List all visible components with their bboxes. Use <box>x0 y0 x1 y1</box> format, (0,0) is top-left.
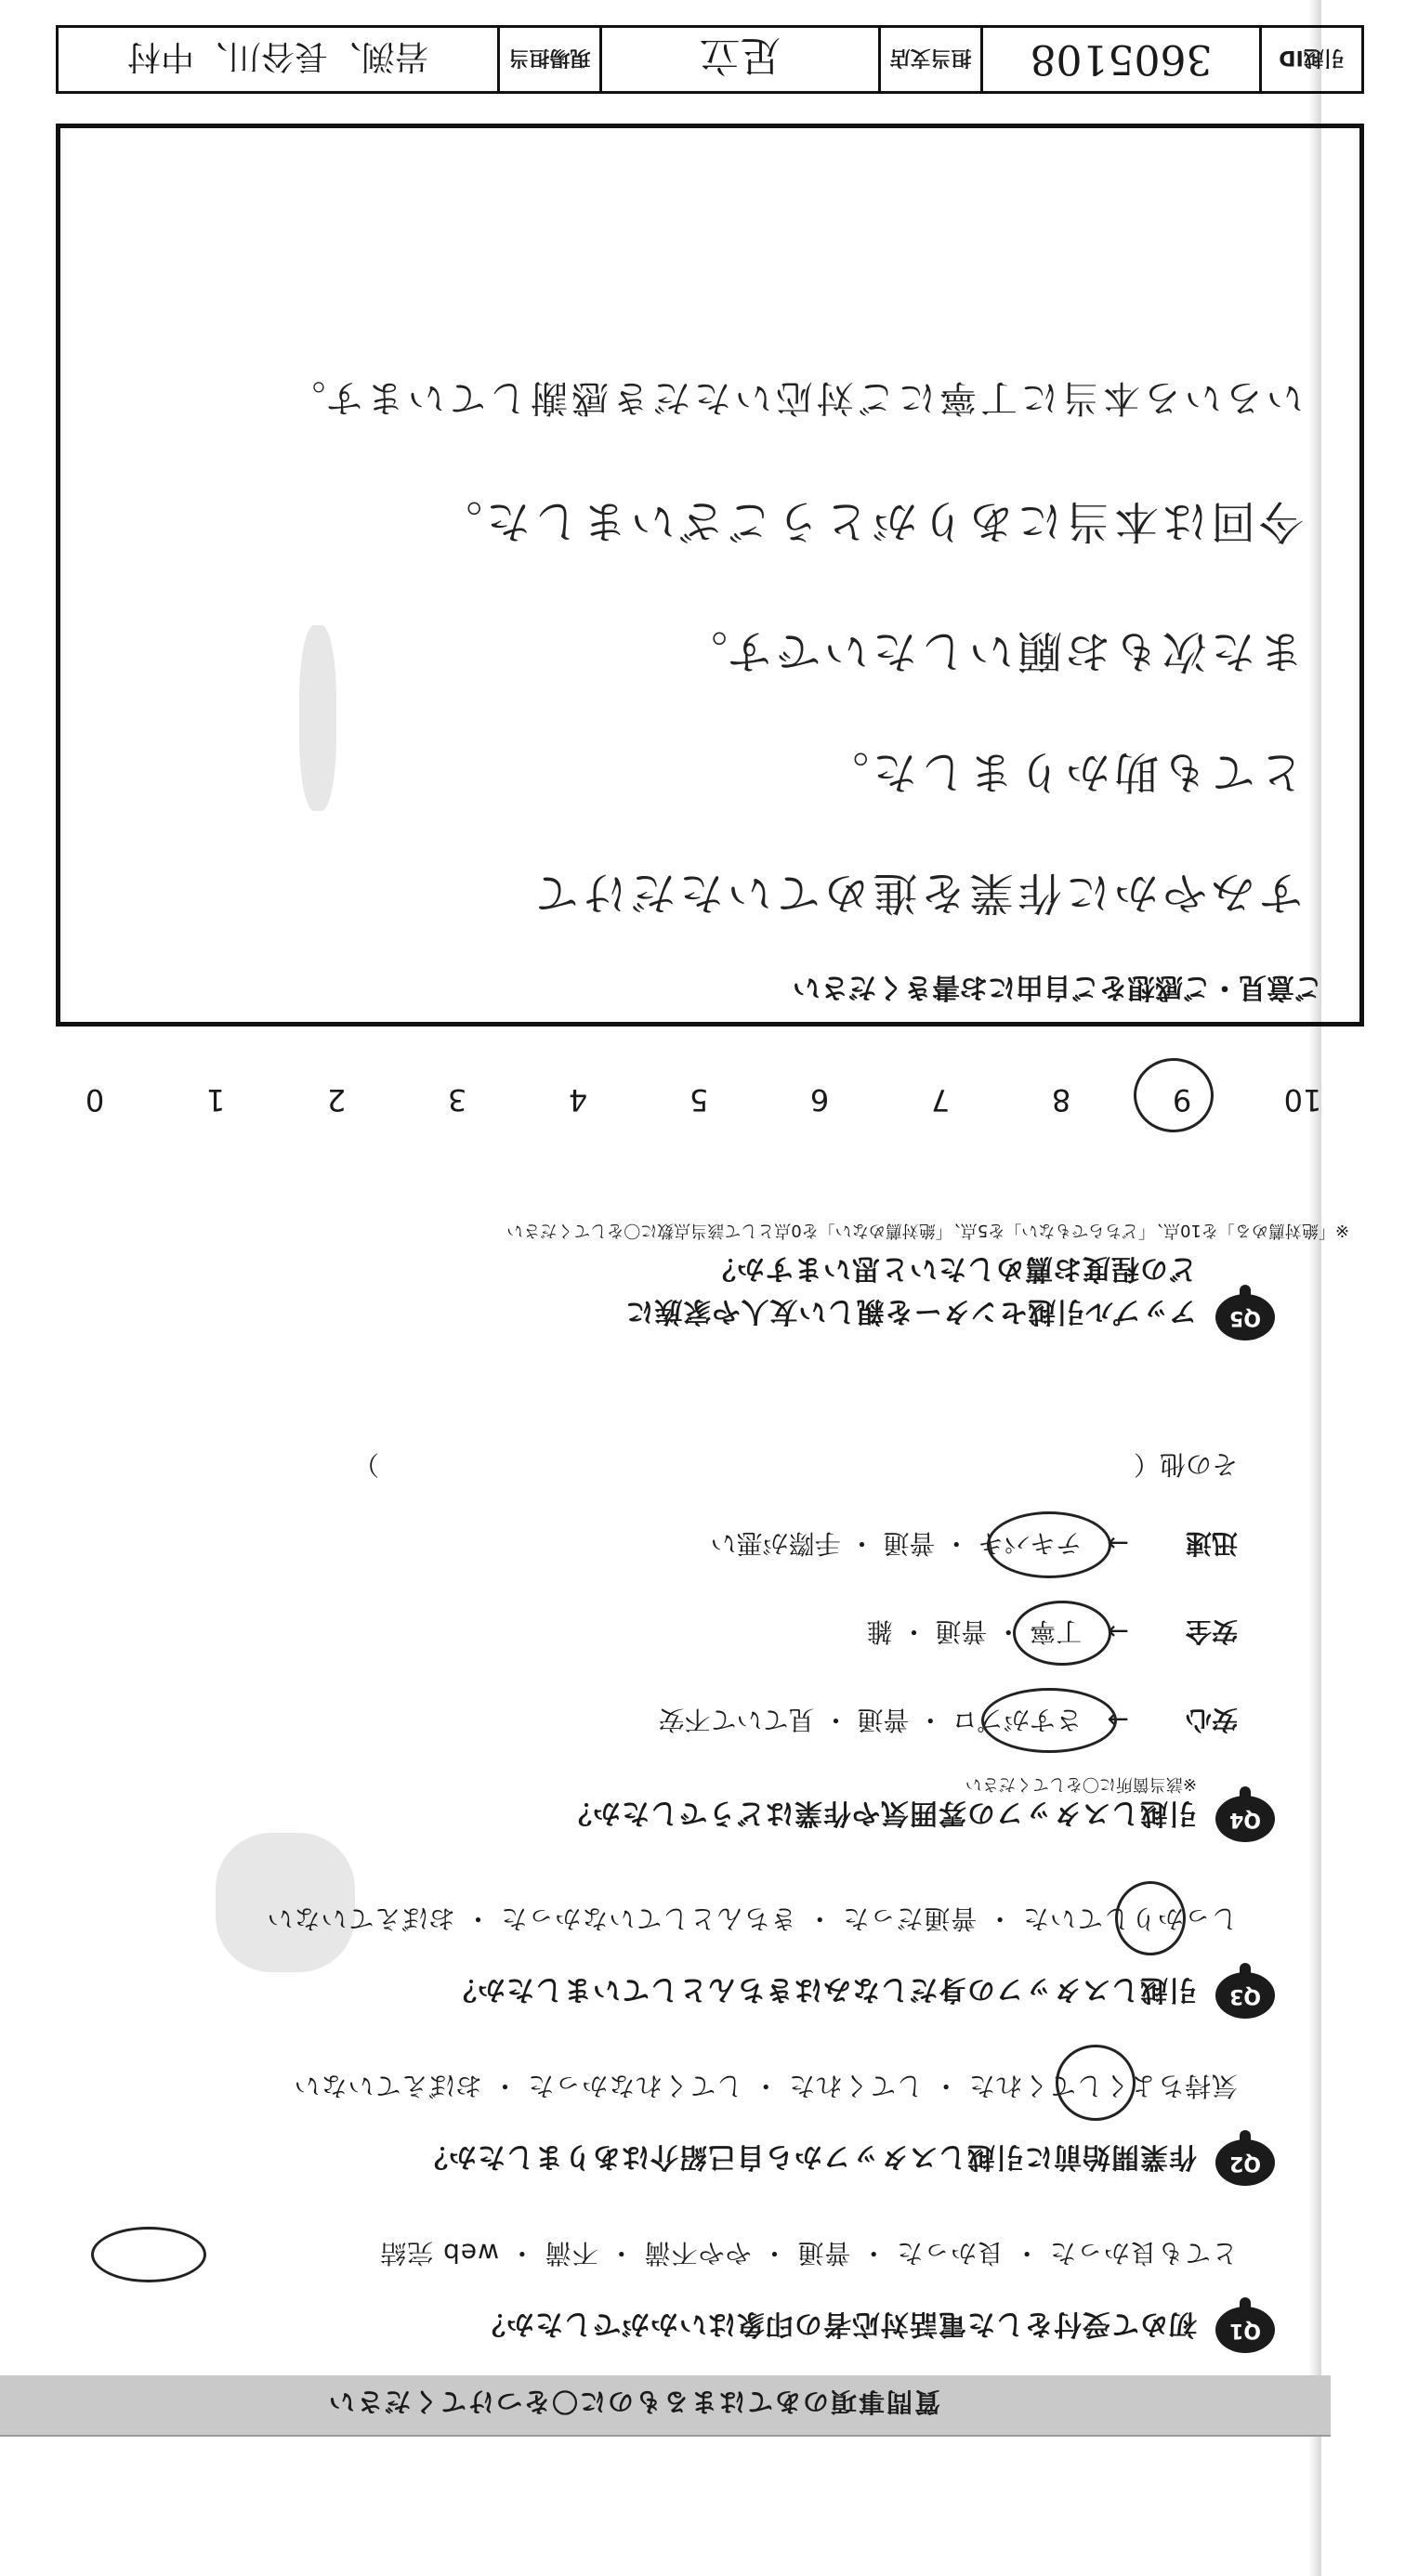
leader-value: 岩渕、長谷川、中村 <box>127 37 429 76</box>
q2-text: 作業開始前に引越しスタッフから自己紹介はありましたか？ <box>419 2140 1197 2173</box>
q4-anshin-circle <box>981 1688 1117 1753</box>
score-10[interactable]: 10 <box>1283 1082 1322 1118</box>
q3-options[interactable]: しっかりしていた ・ 普通だった ・ きちんとしていなかった ・ おぼえていない <box>266 1903 1238 1934</box>
comment-line: いろいろ本当に丁寧にご対応いただき感謝しています。 <box>284 376 1304 419</box>
score-4[interactable]: 4 <box>568 1082 588 1118</box>
q5-note: ※「絶対薦める」を10点、「どちらでもない」を5点、「絶対薦めない」を0点として該当点数に〇をしてください <box>506 1221 1349 1240</box>
q4-badge: Q4 <box>1215 1796 1275 1842</box>
question-q4 <box>48 1449 1275 1842</box>
id-label: 引越ID <box>1259 28 1361 91</box>
question-q1 <box>48 2214 1275 2353</box>
q4-row-options[interactable]: さすがプロ ・ 普通 ・ 見ていて不安 <box>658 1705 1083 1735</box>
score-8[interactable]: 8 <box>1051 1082 1071 1118</box>
q5-selected-circle <box>1134 1058 1214 1132</box>
q4-row-anshin <box>659 1703 1238 1740</box>
comment-line: また次もお願いしたいです。 <box>678 625 1304 677</box>
q1-text: 初めて受付をした電話対応者の印象はいかがでしたか？ <box>477 2308 1197 2340</box>
score-9[interactable]: 9 <box>1172 1082 1192 1118</box>
branch-value: 足立 <box>599 28 878 91</box>
q4-other[interactable]: その他（ ） <box>352 1449 1238 1480</box>
instruction-band <box>0 2375 1331 2437</box>
q5-text-line2: どの程度お薦めしたいと思いますか？ <box>707 1252 1197 1285</box>
branch-label: 担当支店 <box>878 28 980 91</box>
comment-line: 今回は本当にありがとうございました。 <box>433 495 1304 547</box>
arrow-right-icon: → <box>1107 1528 1129 1559</box>
q4-text: 引越しスタッフの雰囲気や作業はどうでしたか？ <box>563 1797 1197 1829</box>
q1-selected-circle <box>91 2227 206 2282</box>
id-value: 3605108 <box>980 28 1259 91</box>
q1-badge: Q1 <box>1215 2307 1275 2353</box>
comment-box[interactable] <box>56 124 1364 1026</box>
id-table <box>56 25 1364 94</box>
q3-text: 引越しスタッフの身だしなみはきちんとしていましたか？ <box>448 1973 1197 2006</box>
leader-label: 現場担当 <box>497 28 599 91</box>
q4-anzen-circle <box>1013 1601 1111 1666</box>
comment-line: とても助かりました。 <box>820 746 1304 798</box>
q4-row-head: 迅速 <box>1185 1528 1238 1559</box>
q2-badge: Q2 <box>1215 2139 1275 2186</box>
comment-title: ご意見・ご感想をご自由にお書きください <box>793 971 1322 1003</box>
question-q2 <box>48 2046 1275 2186</box>
score-6[interactable]: 6 <box>809 1082 830 1118</box>
score-2[interactable]: 2 <box>326 1082 347 1118</box>
q4-row-options[interactable]: 丁寧 ・ 普通 ・ 雑 <box>866 1616 1083 1647</box>
q3-selected-circle <box>1115 1881 1186 1955</box>
comment-line: すみやかに作業を進めていただけて <box>530 867 1304 919</box>
arrow-right-icon: → <box>1107 1705 1129 1735</box>
q4-jinsoku-circle <box>987 1511 1111 1578</box>
q1-options[interactable]: とても良かった ・ 良かった ・ 普通 ・ やや不満 ・ 不満 ・ web 完結 <box>379 2238 1238 2269</box>
q5-text-line1: アップル引越センターを親しい友人や家族に <box>624 1295 1197 1327</box>
q2-options[interactable]: 気持ちよくしてくれた ・ してくれた ・ してくれなかった ・ おぼえていない <box>293 2071 1238 2101</box>
score-1[interactable]: 1 <box>205 1082 226 1118</box>
q4-note: ※該当箇所に〇をしてください <box>965 1774 1197 1794</box>
instruction-text: 質問事項のあてはまるものに〇をつけてください <box>326 2386 940 2417</box>
score-7[interactable]: 7 <box>930 1082 951 1118</box>
score-3[interactable]: 3 <box>447 1082 467 1118</box>
score-5[interactable]: 5 <box>689 1082 709 1118</box>
q4-row-head: 安心 <box>1185 1705 1238 1735</box>
q4-row-jinsoku <box>711 1526 1238 1563</box>
arrow-right-icon: → <box>1107 1616 1129 1647</box>
q4-row-head: 安全 <box>1185 1616 1238 1647</box>
q4-row-options[interactable]: テキパキ ・ 普通 ・ 手際が悪い <box>710 1528 1083 1559</box>
question-q3 <box>48 1879 1275 2019</box>
question-q5 <box>48 1118 1349 1340</box>
score-0[interactable]: 0 <box>85 1082 105 1118</box>
q5-badge: Q5 <box>1215 1294 1275 1340</box>
q2-selected-circle <box>1056 2045 1136 2121</box>
q3-badge: Q3 <box>1215 1972 1275 2019</box>
